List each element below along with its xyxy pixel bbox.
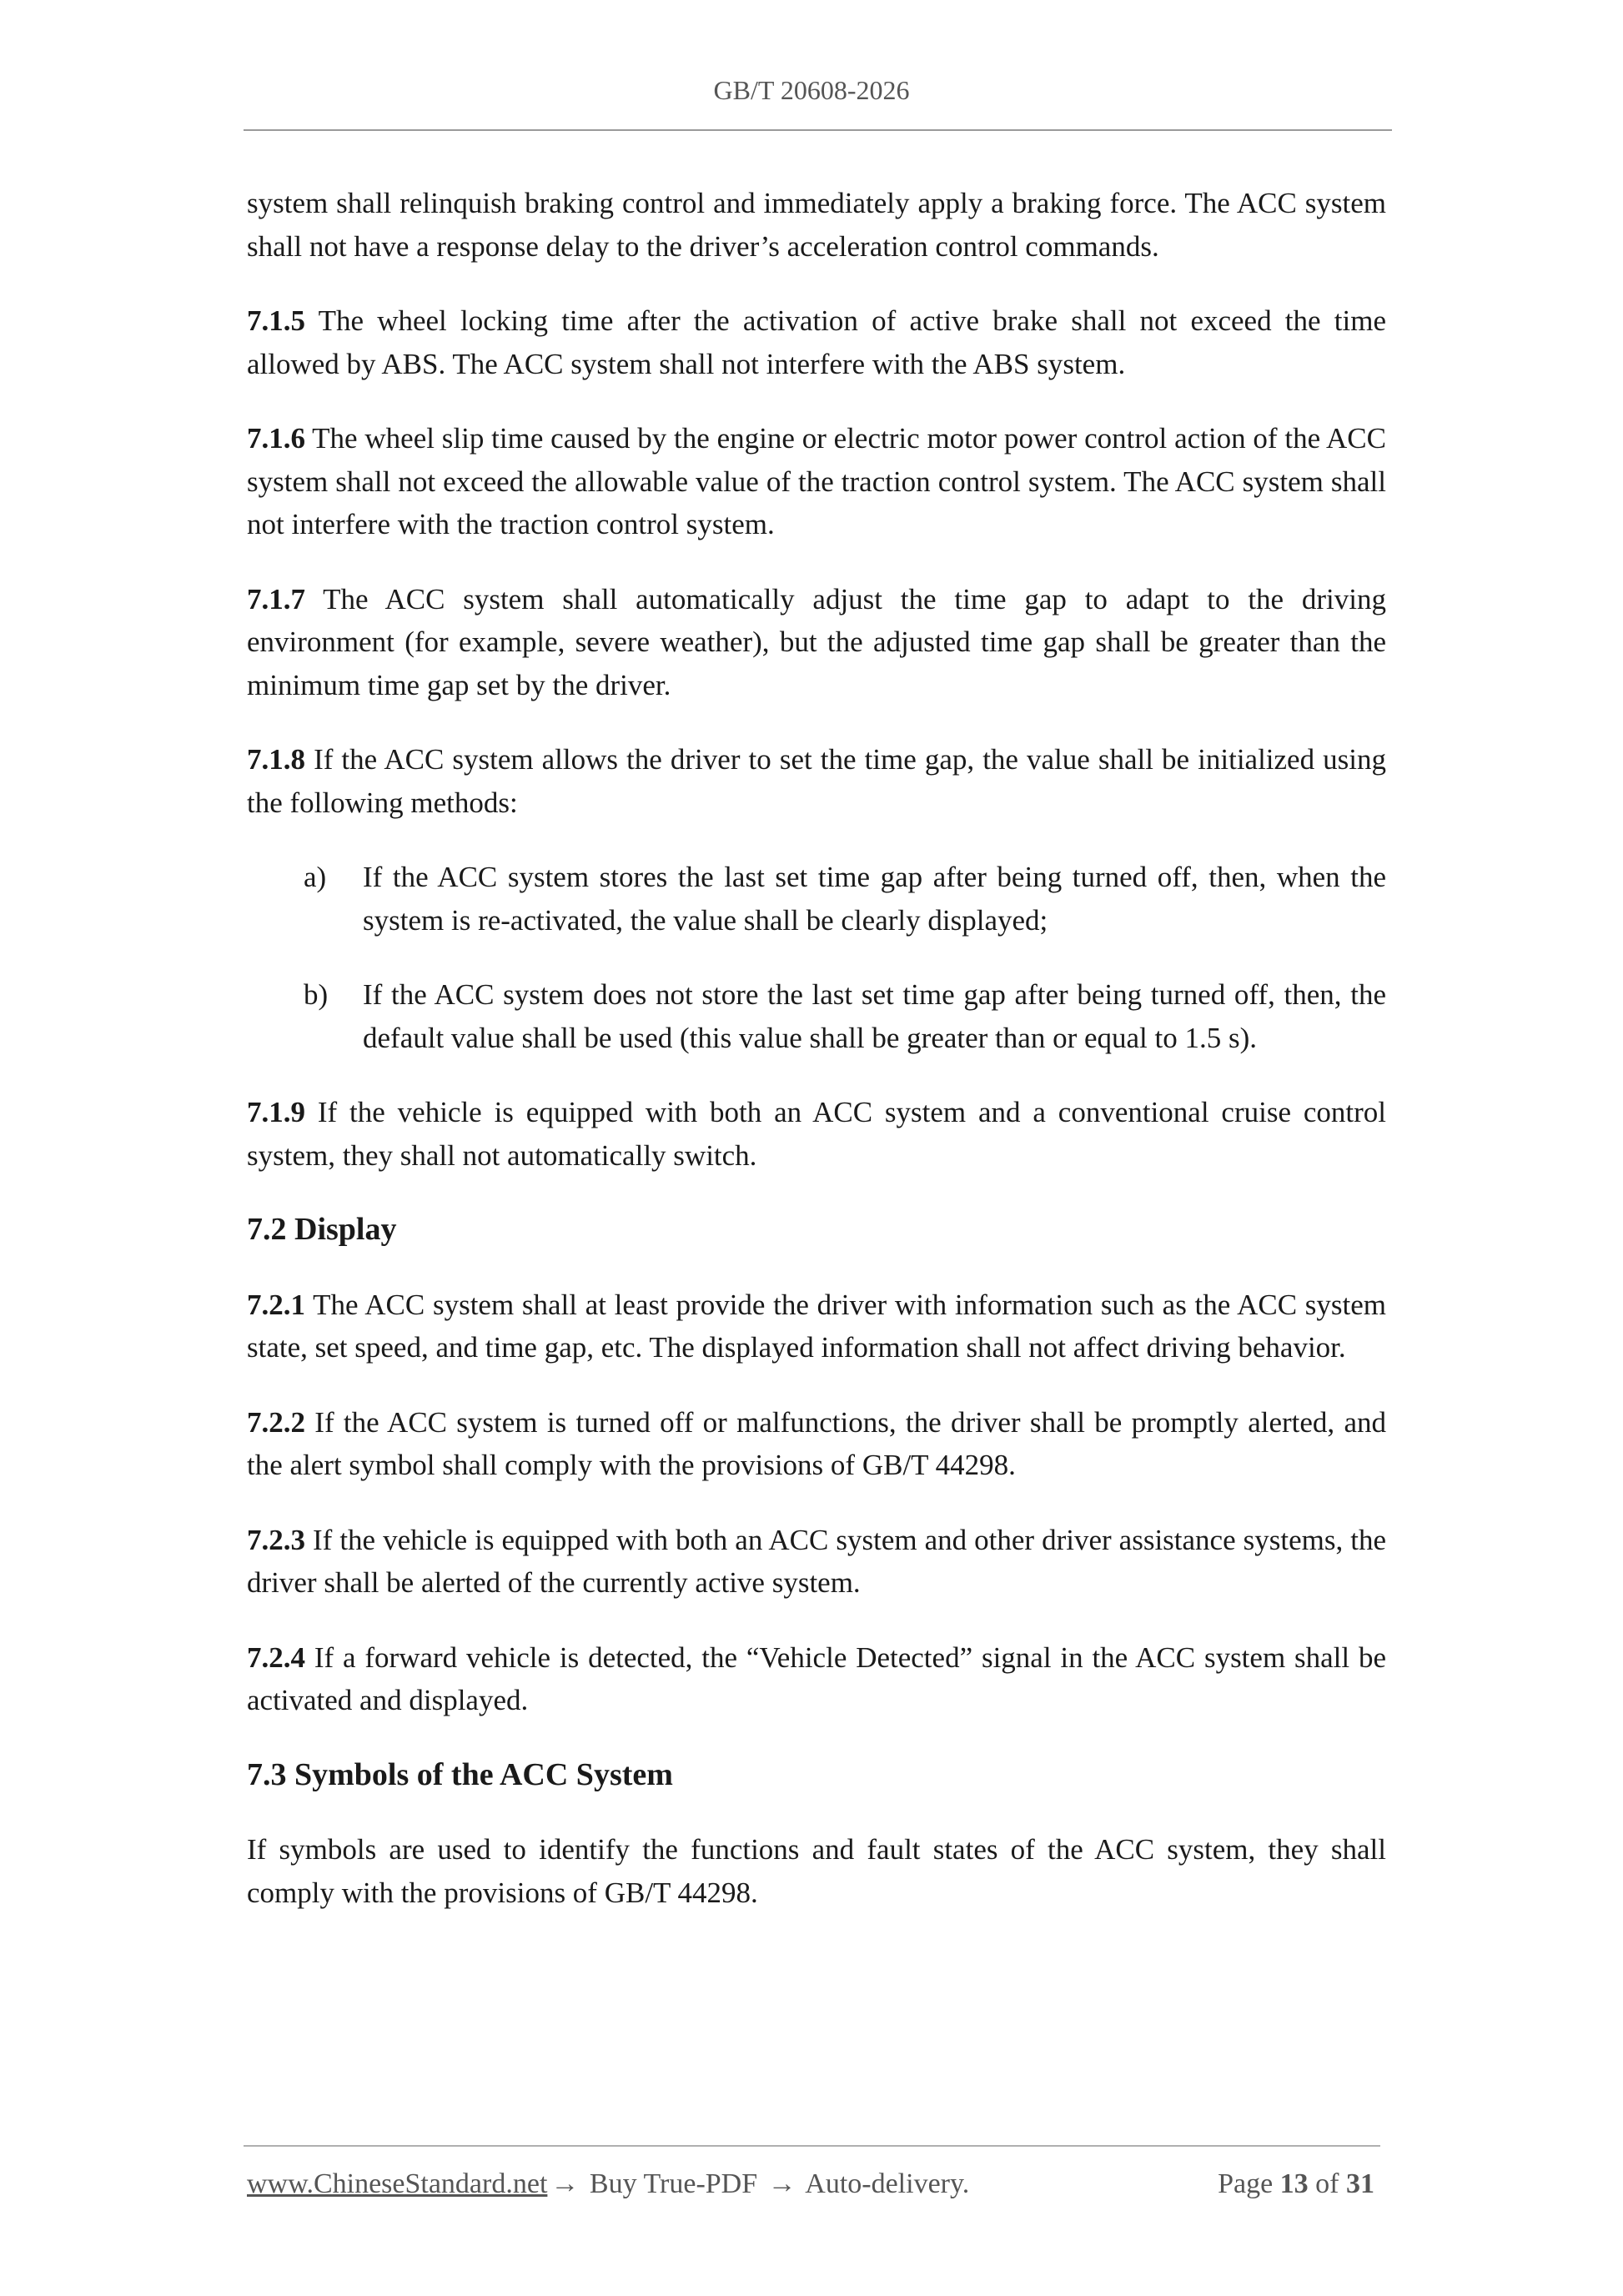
clause-7-2-1 xyxy=(247,1284,1386,1369)
list-marker: a) xyxy=(304,861,327,893)
total-pages: 31 xyxy=(1346,2168,1374,2199)
document-body xyxy=(247,182,1386,1946)
clause-7-1-7 xyxy=(247,578,1386,707)
list-item-b xyxy=(247,973,1386,1059)
clause-text: The ACC system shall automatically adjust the time gap to adapt to the driving environment (for example, severe weather), but the adjusted time gap shall be greater than the minimum time gap set by the driver. xyxy=(247,582,1386,701)
clause-7-1-6 xyxy=(247,417,1386,546)
website-link[interactable]: www.ChineseStandard.net xyxy=(247,2168,548,2199)
clause-7-1-8 xyxy=(247,738,1386,824)
section-heading-7-2: 7.2 Display xyxy=(247,1212,397,1247)
list-item-a xyxy=(247,856,1386,942)
page-header-title: GB/T 20608-2026 xyxy=(713,75,910,105)
clause-number: 7.1.7 xyxy=(247,582,305,615)
clause-number: 7.1.5 xyxy=(247,304,305,337)
clause-number: 7.1.8 xyxy=(247,743,305,776)
clause-7-2-4 xyxy=(247,1636,1386,1722)
page-number-indicator xyxy=(1218,2168,1374,2200)
clause-number: 7.1.6 xyxy=(247,422,305,455)
list-marker: b) xyxy=(304,978,329,1011)
paragraph-continuation xyxy=(247,182,1386,268)
header-divider xyxy=(244,129,1392,131)
clause-text: The wheel locking time after the activation of active brake shall not exceed the time allowed by ABS. The ACC system shall not interfere with the ABS system. xyxy=(247,304,1386,380)
paragraph-text: system shall relinquish braking control and immediately apply a braking force. The ACC system shall not have a response delay to the driver’s acceleration control commands. xyxy=(247,187,1386,263)
list-item-text: If the ACC system does not store the last set time gap after being turned off, then, the default value shall be used (this value shall be greater than or equal to 1.5 s). xyxy=(363,978,1386,1054)
clause-text: If the vehicle is equipped with both an ACC system and a conventional cruise control system, they shall not automatically switch. xyxy=(247,1096,1386,1172)
clause-text: The ACC system shall at least provide the driver with information such as the ACC system state, set speed, and time gap, etc. The displayed information shall not affect driving behavior. xyxy=(247,1288,1386,1364)
clause-number: 7.2.2 xyxy=(247,1405,305,1439)
arrow-right-icon: → xyxy=(550,2168,580,2199)
clause-text: If the vehicle is equipped with both an ACC system and other driver assistance systems, the driver shall be alerted of the currently active system. xyxy=(247,1523,1386,1599)
arrow-right-icon: → xyxy=(767,2168,796,2199)
clause-7-2-2 xyxy=(247,1401,1386,1487)
footer-divider xyxy=(244,2145,1380,2147)
clause-text: If the ACC system allows the driver to set the time gap, the value shall be initialized using the following methods: xyxy=(247,743,1386,819)
page-label: Page xyxy=(1218,2168,1280,2199)
paragraph-text: If symbols are used to identify the functions and fault states of the ACC system, they shall comply with the provisions of GB/T 44298. xyxy=(247,1833,1386,1909)
clause-text: If a forward vehicle is detected, the “Vehicle Detected” signal in the ACC system shall be activated and displayed. xyxy=(247,1640,1386,1716)
clause-text: If the ACC system is turned off or malfunctions, the driver shall be promptly alerted, and the alert symbol shall comply with the provisions of GB/T 44298. xyxy=(247,1405,1386,1481)
buy-text: Buy True-PDF xyxy=(582,2168,765,2199)
footer-promo xyxy=(247,2168,969,2200)
paragraph-7-3 xyxy=(247,1828,1386,1914)
clause-7-1-9 xyxy=(247,1091,1386,1177)
clause-number: 7.2.3 xyxy=(247,1523,305,1556)
clause-number: 7.2.4 xyxy=(247,1640,305,1674)
of-label: of xyxy=(1308,2168,1346,2199)
clause-7-2-3 xyxy=(247,1519,1386,1605)
section-heading-7-3: 7.3 Symbols of the ACC System xyxy=(247,1756,673,1792)
list-item-text: If the ACC system stores the last set time gap after being turned off, then, when the system is re-activated, the value shall be clearly displayed; xyxy=(363,861,1386,937)
clause-7-1-5 xyxy=(247,299,1386,385)
current-page: 13 xyxy=(1279,2168,1309,2199)
delivery-text: Auto-delivery. xyxy=(799,2168,970,2199)
clause-number: 7.2.1 xyxy=(247,1288,305,1321)
clause-number: 7.1.9 xyxy=(247,1096,305,1128)
clause-text: The wheel slip time caused by the engine or electric motor power control action of the ACC system shall not exceed the allowable value of the traction control system. The ACC system shall not interfere with the traction control system. xyxy=(247,422,1386,540)
